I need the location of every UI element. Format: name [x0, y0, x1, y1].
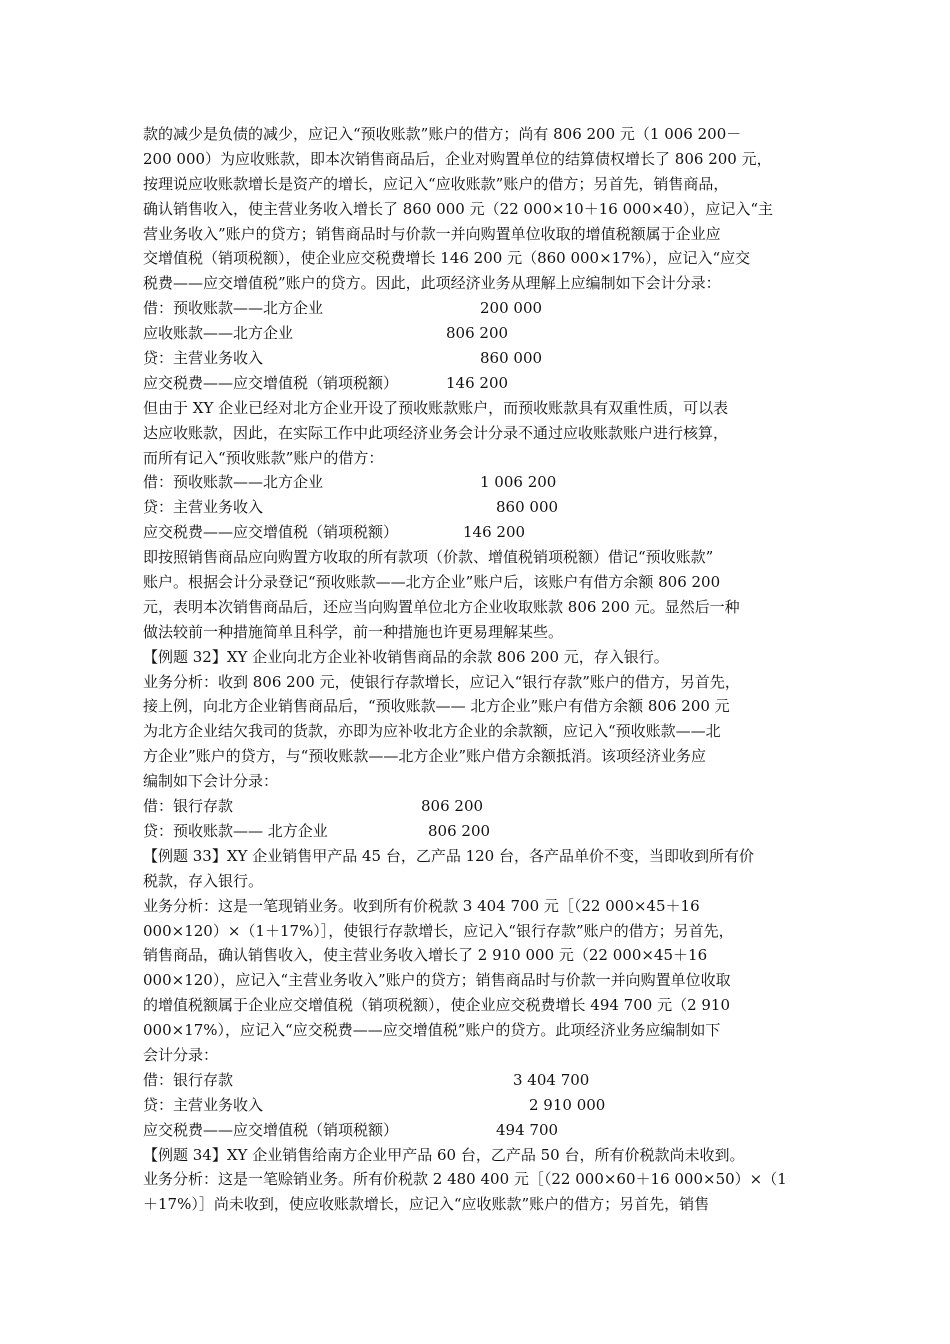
text-line: 业务分析：这是一笔赊销业务。所有价税款 2 480 400 元［（22 000×60＋16 000×50）×（1 — [143, 1170, 787, 1189]
entry-line — [143, 296, 808, 321]
journal-entry-1 — [143, 296, 808, 396]
text-line: ＋17%）］尚未收到，使应收账款增长，应记入“应收账款”账户的借方；另首先，销售 — [143, 1195, 710, 1214]
entry-account: 应收账款——北方企业 — [143, 324, 294, 343]
paragraph-4 — [143, 844, 808, 1068]
journal-entry-4 — [143, 1068, 808, 1143]
text-line: 会计分录： — [143, 1045, 219, 1064]
entry-amount: 860 000 — [480, 349, 543, 368]
entry-amount: 494 700 — [496, 1120, 559, 1139]
text-line: 000×120），应记入“主营业务收入”账户的贷方；销售商品时与价款一并向购置单位收取 — [143, 971, 731, 990]
text-line: 做法较前一种措施简单且科学，前一种措施也许更易理解某些。 — [143, 622, 564, 641]
text-line: 按理说应收账款增长是资产的增长，应记入“应收账款”账户的借方；另首先，销售商品， — [143, 174, 729, 193]
entry-line — [143, 495, 808, 520]
example-heading: 【例题 32】XY 企业向北方企业补收销售商品的余款 806 200 元，存入银行。 — [143, 647, 669, 666]
entry-amount: 1 006 200 — [480, 473, 557, 492]
text-line: 营业务收入”账户的贷方；销售商品时与价款一并向购置单位收取的增值税额属于企业应 — [143, 224, 721, 243]
text-line: 但由于 XY 企业已经对北方企业开设了预收账款账户，而预收账款具有双重性质，可以表 — [143, 398, 729, 417]
text-line: 000×120）×（1＋17%）］，使银行存款增长，应记入“银行存款”账户的借方；另首先， — [143, 921, 734, 940]
entry-line — [143, 819, 808, 844]
entry-account: 借：银行存款 — [143, 797, 234, 816]
text-line: 交增值税（销项税额），使企业应交税费增长 146 200 元（860 000×17%），应记入“应交 — [143, 249, 751, 268]
text-line: 确认销售收入，使主营业务收入增长了 860 000 元（22 000×10＋16 000×40），应记入“主 — [143, 199, 774, 218]
journal-entry-2 — [143, 470, 808, 545]
entry-account: 借：预收账款——北方企业 — [143, 299, 324, 318]
entry-amount: 3 404 700 — [513, 1070, 590, 1089]
entry-line — [143, 794, 808, 819]
entry-account: 借：预收账款——北方企业 — [143, 473, 324, 492]
document-page — [143, 122, 808, 1217]
text-line: 而所有记入“预收账款”账户的借方： — [143, 448, 384, 467]
entry-line — [143, 470, 808, 495]
text-line: 业务分析：这是一笔现销业务。收到所有价税款 3 404 700 元［（22 000×45＋16 — [143, 896, 700, 915]
entry-line — [143, 371, 808, 396]
text-line: 200 000）为应收账款，即本次销售商品后，企业对购置单位的结算债权增长了 806 200 元， — [143, 149, 772, 168]
entry-amount: 806 200 — [428, 821, 491, 840]
entry-amount: 806 200 — [421, 797, 484, 816]
text-line: 税款，存入银行。 — [143, 871, 264, 890]
entry-account: 借：银行存款 — [143, 1070, 234, 1089]
entry-line — [143, 1118, 808, 1143]
journal-entry-3 — [143, 794, 808, 844]
entry-account: 应交税费——应交增值税（销项税额） — [143, 523, 399, 542]
entry-amount: 860 000 — [496, 498, 559, 517]
entry-line — [143, 520, 808, 545]
entry-account: 贷：主营业务收入 — [143, 349, 264, 368]
paragraph-5 — [143, 1143, 808, 1218]
example-heading: 【例题 34】XY 企业销售给南方企业甲产品 60 台，乙产品 50 台，所有价税款尚未收到。 — [143, 1145, 745, 1164]
entry-line — [143, 1068, 808, 1093]
text-line: 款的减少是负债的减少，应记入“预收账款”账户的借方；尚有 806 200 元（1 006 200－ — [143, 125, 742, 143]
entry-amount: 146 200 — [463, 523, 526, 542]
entry-account: 应交税费——应交增值税（销项税额） — [143, 373, 399, 392]
entry-amount: 146 200 — [446, 373, 509, 392]
entry-amount: 806 200 — [446, 324, 509, 343]
entry-account: 贷：主营业务收入 — [143, 1095, 264, 1114]
entry-account: 应交税费——应交增值税（销项税额） — [143, 1120, 399, 1139]
text-line: 方企业”账户的贷方，与“预收账款——北方企业”账户借方余额抵消。该项经济业务应 — [143, 747, 707, 766]
text-line: 业务分析：收到 806 200 元，使银行存款增长，应记入“银行存款”账户的借方，另首先， — [143, 672, 740, 691]
example-heading: 【例题 33】XY 企业销售甲产品 45 台，乙产品 120 台，各产品单价不变，当即收到所有价 — [143, 846, 754, 865]
text-line: 编制如下会计分录： — [143, 772, 279, 791]
entry-line — [143, 1093, 808, 1118]
entry-amount: 2 910 000 — [529, 1095, 606, 1114]
paragraph-3 — [143, 545, 808, 794]
entry-account: 贷：预收账款—— 北方企业 — [143, 821, 328, 840]
paragraph-1 — [143, 122, 808, 296]
text-line: 接上例，向北方企业销售商品后，“预收账款—— 北方企业”账户有借方余额 806 200 元 — [143, 697, 730, 716]
text-line: 即按照销售商品应向购置方收取的所有款项（价款、增值税销项税额）借记“预收账款” — [143, 548, 714, 567]
text-line: 000×17%），应记入“应交税费——应交增值税”账户的贷方。此项经济业务应编制如下 — [143, 1021, 721, 1040]
entry-line — [143, 346, 808, 371]
text-line: 的增值税额属于企业应交增值税（销项税额），使企业应交税费增长 494 700 元（2 910 — [143, 996, 731, 1015]
paragraph-2 — [143, 396, 808, 471]
text-line: 销售商品，确认销售收入，使主营业务收入增长了 2 910 000 元（22 000×45＋16 — [143, 946, 708, 965]
entry-amount: 200 000 — [480, 299, 543, 318]
text-line: 为北方企业结欠我司的货款，亦即为应补收北方企业的余款额，应记入“预收账款——北 — [143, 722, 721, 741]
entry-account: 贷：主营业务收入 — [143, 498, 264, 517]
text-line: 元，表明本次销售商品后，还应当向购置单位北方企业收取账款 806 200 元。显然后一种 — [143, 597, 740, 616]
text-line: 达应收账款，因此，在实际工作中此项经济业务会计分录不通过应收账款账户进行核算， — [143, 423, 729, 442]
text-line: 税费——应交增值税”账户的贷方。因此，此项经济业务从理解上应编制如下会计分录： — [143, 274, 721, 293]
entry-line — [143, 321, 808, 346]
text-line: 账户。根据会计分录登记“预收账款——北方企业”账户后，该账户有借方余额 806 200 — [143, 573, 721, 592]
